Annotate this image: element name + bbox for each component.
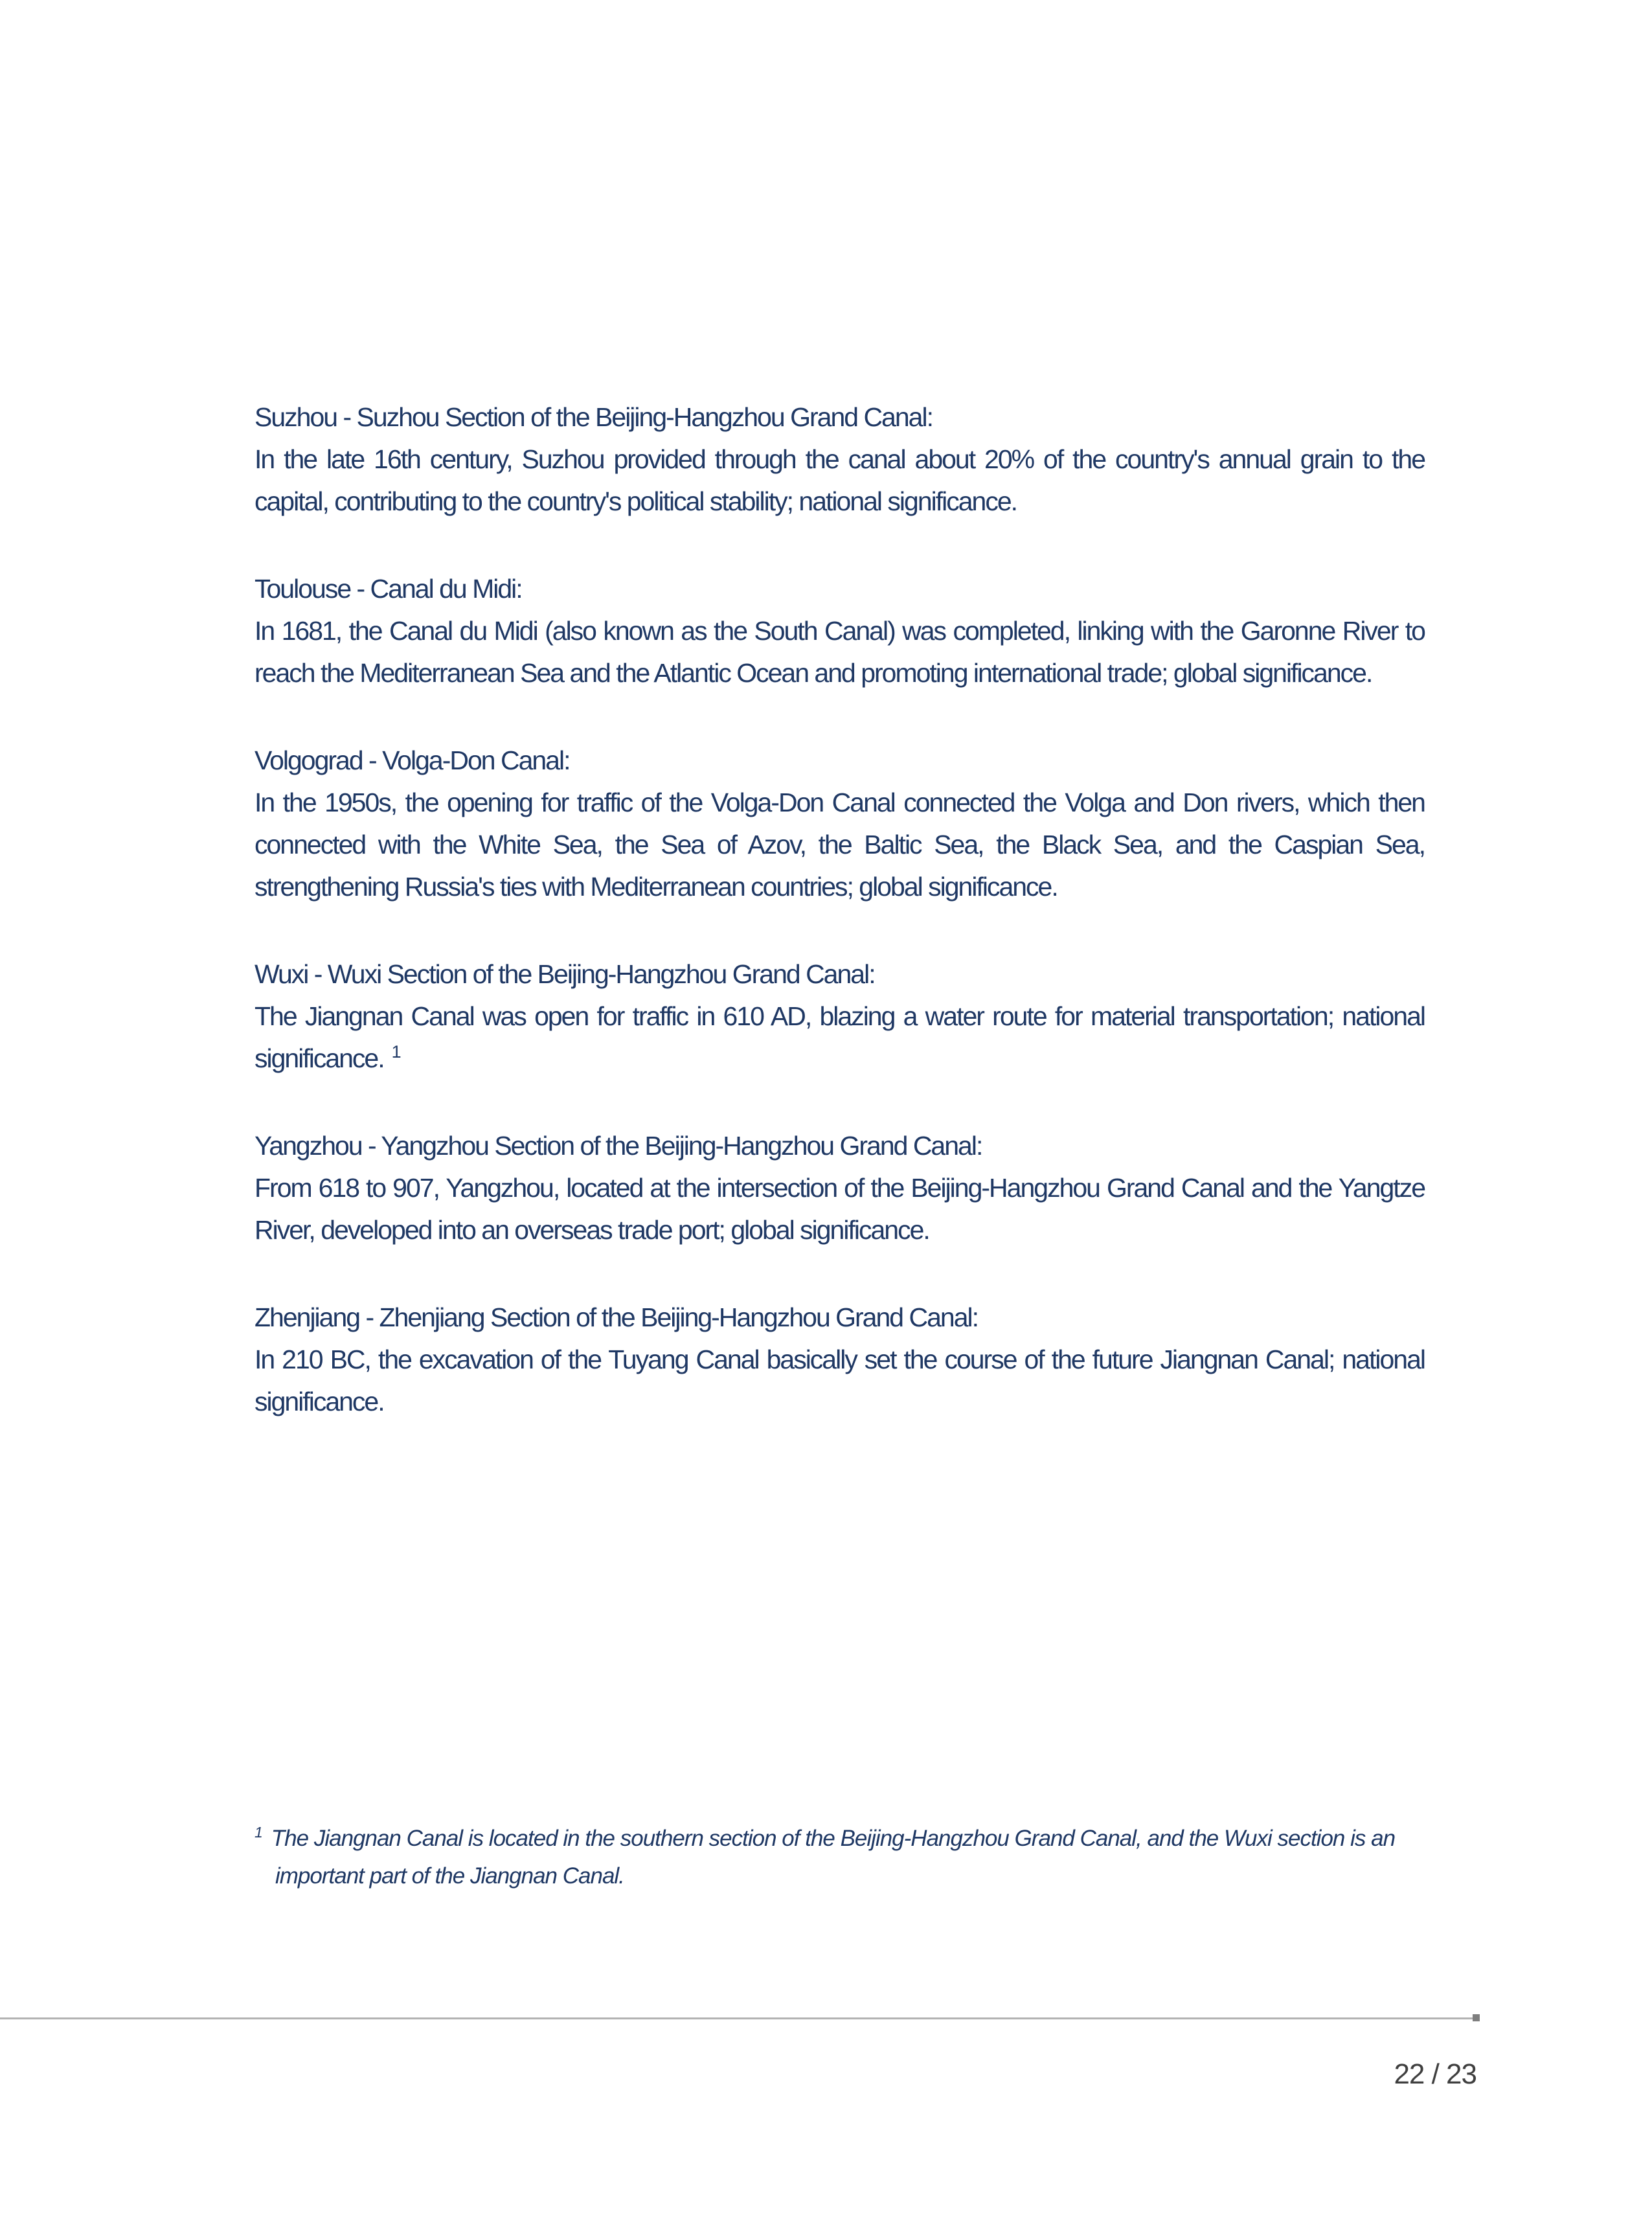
paragraph-volgograd	[255, 740, 1425, 908]
page-number: 22 / 23	[1394, 2058, 1477, 2090]
paragraph-yangzhou	[255, 1125, 1425, 1251]
footnote-marker: 1	[255, 1824, 262, 1841]
footer-divider-line	[0, 2017, 1477, 2019]
paragraph-body	[255, 1339, 1425, 1423]
paragraph-body	[255, 438, 1425, 523]
footer-divider-endcap	[1473, 2014, 1480, 2021]
paragraph-heading: Wuxi - Wuxi Section of the Beijing-Hangzhou Grand Canal:	[255, 959, 875, 989]
paragraph-heading: Zhenjiang - Zhenjiang Section of the Beijing-Hangzhou Grand Canal:	[255, 1302, 978, 1332]
paragraph-body	[255, 610, 1425, 694]
paragraph-toulouse	[255, 568, 1425, 694]
paragraph-heading: Suzhou - Suzhou Section of the Beijing-Hangzhou Grand Canal:	[255, 402, 933, 432]
footnote-reference: 1	[391, 1042, 400, 1062]
paragraph-heading: Volgograd - Volga-Don Canal:	[255, 745, 570, 775]
paragraph-body	[255, 782, 1425, 908]
paragraph-suzhou	[255, 396, 1425, 523]
paragraph-body	[255, 995, 1425, 1080]
paragraph-body-text: In 1681, the Canal du Midi (also known as the South Canal) was completed, linking with the Garonne River to reach the Mediterranean Sea and the Atlantic Ocean and promoting international trade; global significance.	[255, 616, 1425, 688]
footnote-text: The Jiangnan Canal is located in the southern section of the Beijing-Hangzhou Grand Canal, and the Wuxi section is an important part of the Jiangnan Canal.	[271, 1826, 1396, 1889]
paragraph-body-text: In the 1950s, the opening for traffic of the Volga-Don Canal connected the Volga and Don rivers, which then connected with the White Sea, the Sea of Azov, the Baltic Sea, the Black Sea, and the Caspian Sea, strengthening Russia's ties with Mediterranean countries; global significance.	[255, 788, 1425, 902]
paragraph-zhenjiang	[255, 1297, 1425, 1423]
paragraph-body-text: In 210 BC, the excavation of the Tuyang Canal basically set the course of the future Jiangnan Canal; national significance.	[255, 1345, 1425, 1416]
paragraph-body-text: From 618 to 907, Yangzhou, located at the intersection of the Beijing-Hangzhou Grand Canal and the Yangtze River, developed into an overseas trade port; global significance.	[255, 1173, 1425, 1245]
paragraph-heading: Yangzhou - Yangzhou Section of the Beijing-Hangzhou Grand Canal:	[255, 1131, 982, 1161]
paragraph-body-text: In the late 16th century, Suzhou provided through the canal about 20% of the country's annual grain to the capital, contributing to the country's political stability; national significance.	[255, 444, 1425, 516]
paragraph-wuxi	[255, 953, 1425, 1080]
document-body	[255, 396, 1425, 1468]
footnote	[255, 1820, 1433, 1895]
paragraph-body	[255, 1167, 1425, 1251]
paragraph-heading: Toulouse - Canal du Midi:	[255, 574, 522, 604]
paragraph-body-text: The Jiangnan Canal was open for traffic in 610 AD, blazing a water route for material transportation; national significance.	[255, 1001, 1425, 1073]
